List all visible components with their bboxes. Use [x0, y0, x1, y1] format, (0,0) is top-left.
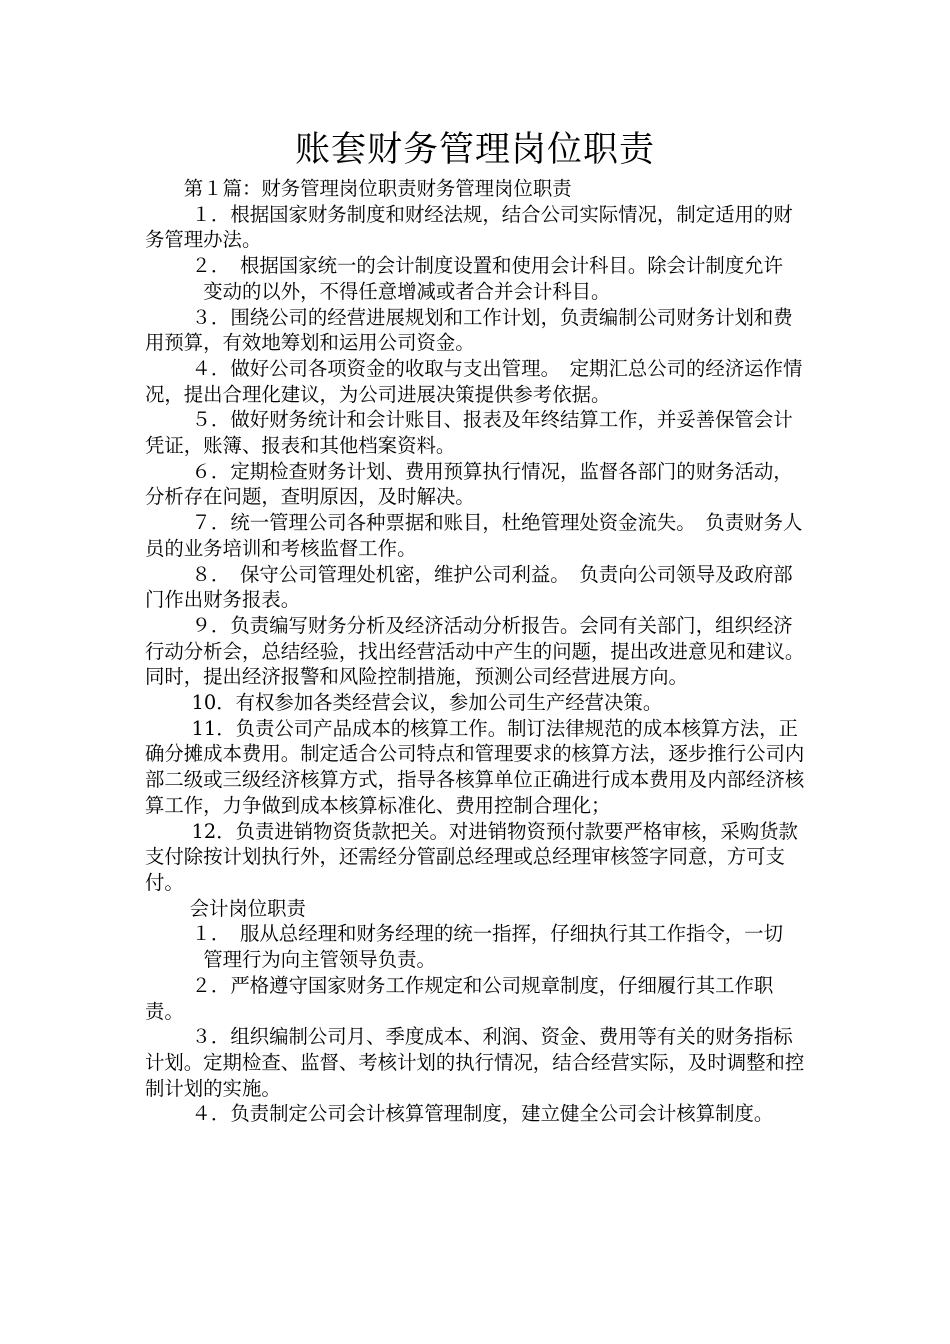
paragraph: １． 服从总经理和财务经理的统一指挥，仔细执行其工作指令，一切 [191, 922, 783, 946]
paragraph: 变动的以外，不得任意增减或者合并会计科目。 [203, 279, 611, 303]
paragraph: ５．做好财务统计和会计账目、报表及年终结算工作，并妥善保管会计凭证，账簿、报表和其他档案资料。 [145, 408, 793, 458]
paragraph: 11．负责公司产品成本的核算工作。制订法律规范的成本核算方法，正确分摊成本费用。制定适合公司特点和管理要求的核算方法，逐步推行公司内部二级或三级经济核算方式，指导各核算单位正确进行成本费用及内部经济核算工作，力争做到成本核算标准化、费用控制合理化； [145, 716, 805, 817]
paragraph: 第１篇：财务管理岗位职责财务管理岗位职责 [183, 177, 572, 200]
document-title: 账套财务管理岗位职责 [294, 130, 655, 170]
paragraph: ２．严格遵守国家财务工作规定和公司规章制度，仔细履行其工作职责。 [145, 973, 774, 1023]
paragraph: 10．有权参加各类经营会议，参加公司生产经营决策。 [191, 691, 663, 715]
paragraph: ８． 保守公司管理处机密，维护公司利益。 负责向公司领导及政府部门作出财务报表。 [145, 562, 793, 612]
paragraph: ２． 根据国家统一的会计制度设置和使用会计科目。除会计制度允许 [191, 254, 783, 278]
paragraph: 12．负责进销物资货款把关。对进销物资预付款要严格审核，采购货款支付除按计划执行外，还需经分管副总经理或总经理审核签字同意，方可支付。 [145, 819, 798, 894]
paragraph: 会计岗位职责 [189, 896, 306, 920]
paragraph: ４．做好公司各项资金的收取与支出管理。 定期汇总公司的经济运作情况，提出合理化建议，为公司进展决策提供参考依据。 [145, 356, 803, 406]
document-body [145, 176, 810, 1127]
paragraph: ３．围绕公司的经营进展规划和工作计划，负责编制公司财务计划和费用预算，有效地筹划和运用公司资金。 [145, 305, 793, 355]
paragraph: ３．组织编制公司月、季度成本、利润、资金、费用等有关的财务指标计划。定期检查、监督、考核计划的执行情况，结合经营实际，及时调整和控制计划的实施。 [145, 1025, 805, 1100]
paragraph: 管理行为向主管领导负责。 [203, 948, 436, 972]
paragraph: １．根据国家财务制度和财经法规，结合公司实际情况，制定适用的财务管理办法。 [145, 202, 793, 252]
paragraph: ４．负责制定公司会计核算管理制度，建立健全公司会计核算制度。 [191, 1102, 774, 1126]
paragraph: ７．统一管理公司各种票据和账目，杜绝管理处资金流失。 负责财务人员的业务培训和考核监督工作。 [145, 511, 803, 560]
paragraph: ９．负责编写财务分析及经济活动分析报告。会同有关部门，组织经济行动分析会，总结经验，找出经营活动中产生的问题，提出改进意见和建议。同时，提出经济报警和风险控制措施，预测公司经营进展方向。 [145, 613, 805, 689]
paragraph: ６．定期检查财务计划、费用预算执行情况，监督各部门的财务活动，分析存在问题，查明原因，及时解决。 [145, 459, 793, 509]
